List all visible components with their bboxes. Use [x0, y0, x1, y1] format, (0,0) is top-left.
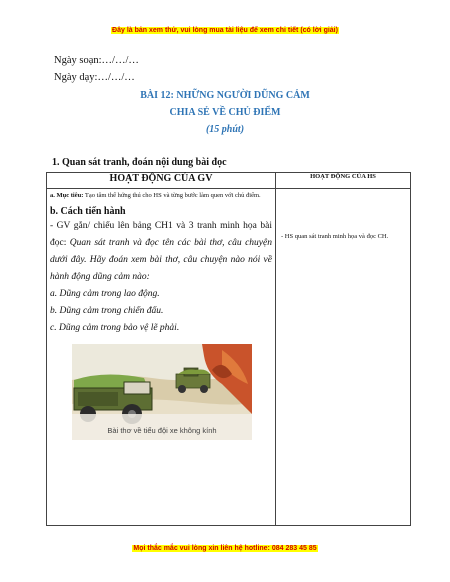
teacher-activity-cell [47, 189, 276, 526]
option-c: c. Dũng cảm trong bảo vệ lẽ phải. [50, 323, 180, 333]
lesson-subtitle: CHIA SẺ VỀ CHỦ ĐIỂM [169, 107, 281, 118]
section-heading: 1. Quan sát tranh, đoán nội dung bài đọc [52, 157, 227, 168]
method-heading: b. Cách tiến hành [50, 206, 126, 217]
preview-banner: Đây là bản xem thử, vui lòng mua tài liệu để xem chi tiết (có lời giải) [112, 27, 338, 34]
lesson-duration: (15 phút) [205, 124, 245, 135]
student-activity-cell [276, 189, 411, 526]
ngay-day: Ngày dạy:…/…/… [54, 72, 135, 83]
teacher-activity-header: HOẠT ĐỘNG CỦA GV [47, 173, 276, 189]
aim-label: a. Mục tiêu: [50, 192, 84, 199]
activity-table [46, 172, 411, 526]
aim-text: Tạo tâm thế hứng thú cho HS và từng bước làm quen với chủ điểm. [83, 192, 261, 199]
instruction-question: Quan sát tranh và đọc tên các bài thơ, câu chuyện dưới đây. Hãy đoán xem bài thơ, câu chuyện nào nói về hành động dũng cảm nào: [50, 238, 272, 282]
instruction-prefix: - GV gắn/ chiếu lên bảng CH1 và 3 tranh minh họa bài đọc: [50, 221, 272, 248]
student-activity-header: HOẠT ĐỘNG CỦA HS [276, 173, 411, 189]
lesson-title: BÀI 12: NHỮNG NGƯỜI DŨNG CẢM [140, 90, 310, 101]
option-a: a. Dũng cảm trong lao động. [50, 289, 160, 299]
instruction-paragraph [50, 218, 272, 286]
illustration-caption: Bài thơ về tiểu đội xe không kính [107, 426, 217, 435]
illustration-image [72, 344, 252, 440]
ngay-soan: Ngày soạn:…/…/… [54, 55, 139, 66]
aim-paragraph [50, 191, 272, 201]
option-b: b. Dũng cảm trong chiến đấu. [50, 306, 164, 316]
student-activity-text: - HS quan sát tranh minh họa và đọc CH. [281, 233, 389, 240]
hotline-banner: Mọi thắc mắc vui lòng xin liên hệ hotline: 084 283 45 85 [133, 545, 317, 552]
